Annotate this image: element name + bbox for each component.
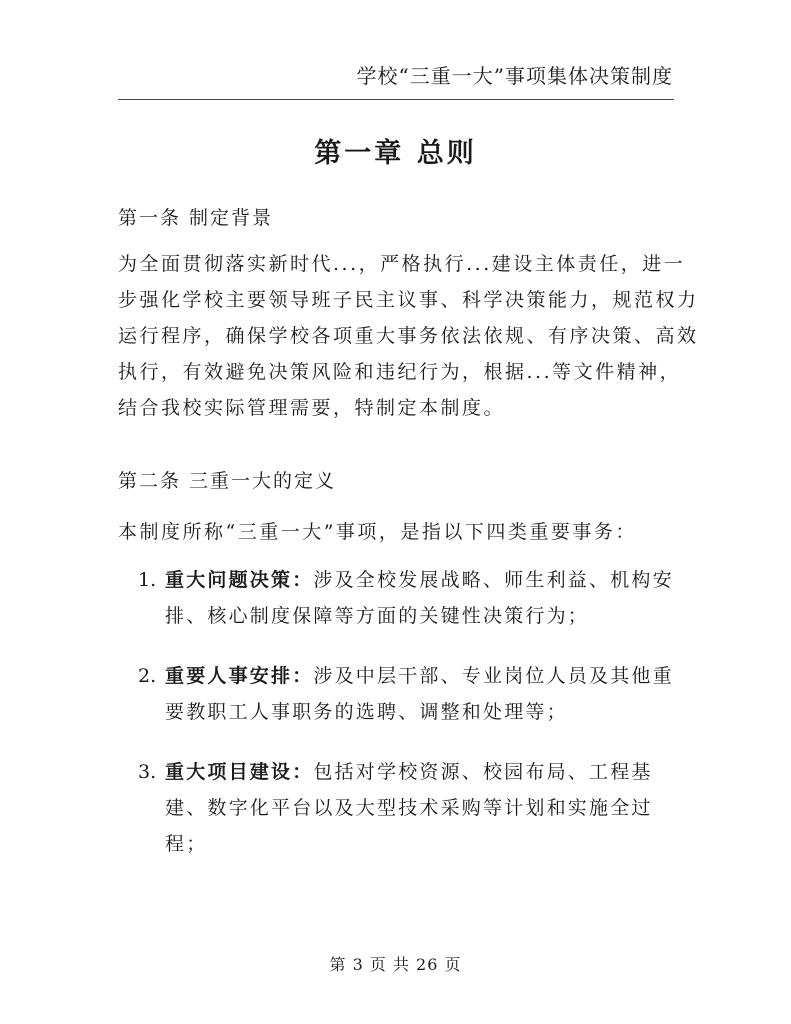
chapter-title: 第一章 总则 [314, 138, 477, 169]
list-number: 1. [138, 569, 157, 591]
paragraph-line: 步强化学校主要领导班子民主议事、科学决策能力，规范权力 [118, 289, 699, 311]
list-number: 3. [138, 761, 157, 783]
list-item-text: 排、核心制度保障等方面的关键性决策行为； [165, 605, 590, 627]
paragraph-line: 为全面贯彻落实新时代...，严格执行...建设主体责任，进一 [118, 253, 686, 275]
paragraph-line: 结合我校实际管理需要，特制定本制度。 [118, 397, 506, 419]
list-item-3 [138, 754, 678, 862]
list-number: 2. [138, 665, 157, 687]
list-item-text: 程； [165, 833, 208, 855]
header-divider [118, 99, 674, 100]
list-item-lead: 重大问题决策： [165, 569, 314, 591]
running-header: 学校“三重一大”事项集体决策制度 [356, 64, 673, 88]
article-2-intro: 本制度所称“三重一大”事项，是指以下四类重要事务： [118, 521, 637, 543]
paragraph-line: 执行，有效避免决策风险和违纪行为，根据...等文件精神， [118, 361, 682, 383]
list-item-lead: 重要人事安排： [165, 665, 314, 687]
list-item-text: 包括对学校资源、校园布局、工程基 [313, 761, 653, 783]
list-item-text: 要教职工人事职务的选聘、调整和处理等； [165, 701, 568, 723]
page-number: 第 3 页 共 26 页 [329, 955, 462, 974]
list-item-text: 建、数字化平台以及大型技术采购等计划和实施全过 [165, 797, 653, 819]
list-item-2 [138, 658, 678, 730]
paragraph-line: 运行程序，确保学校各项重大事务依法依规、有序决策、高效 [118, 325, 699, 347]
list-item-1 [138, 562, 678, 634]
list-item-text: 涉及中层干部、专业岗位人员及其他重 [313, 665, 674, 687]
article-1-paragraph [118, 246, 699, 426]
list-item-text: 涉及全校发展战略、师生利益、机构安 [313, 569, 674, 591]
list-item-lead: 重大项目建设： [165, 761, 314, 783]
article-1-heading: 第一条 制定背景 [118, 207, 274, 229]
article-2-heading: 第二条 三重一大的定义 [118, 470, 337, 492]
